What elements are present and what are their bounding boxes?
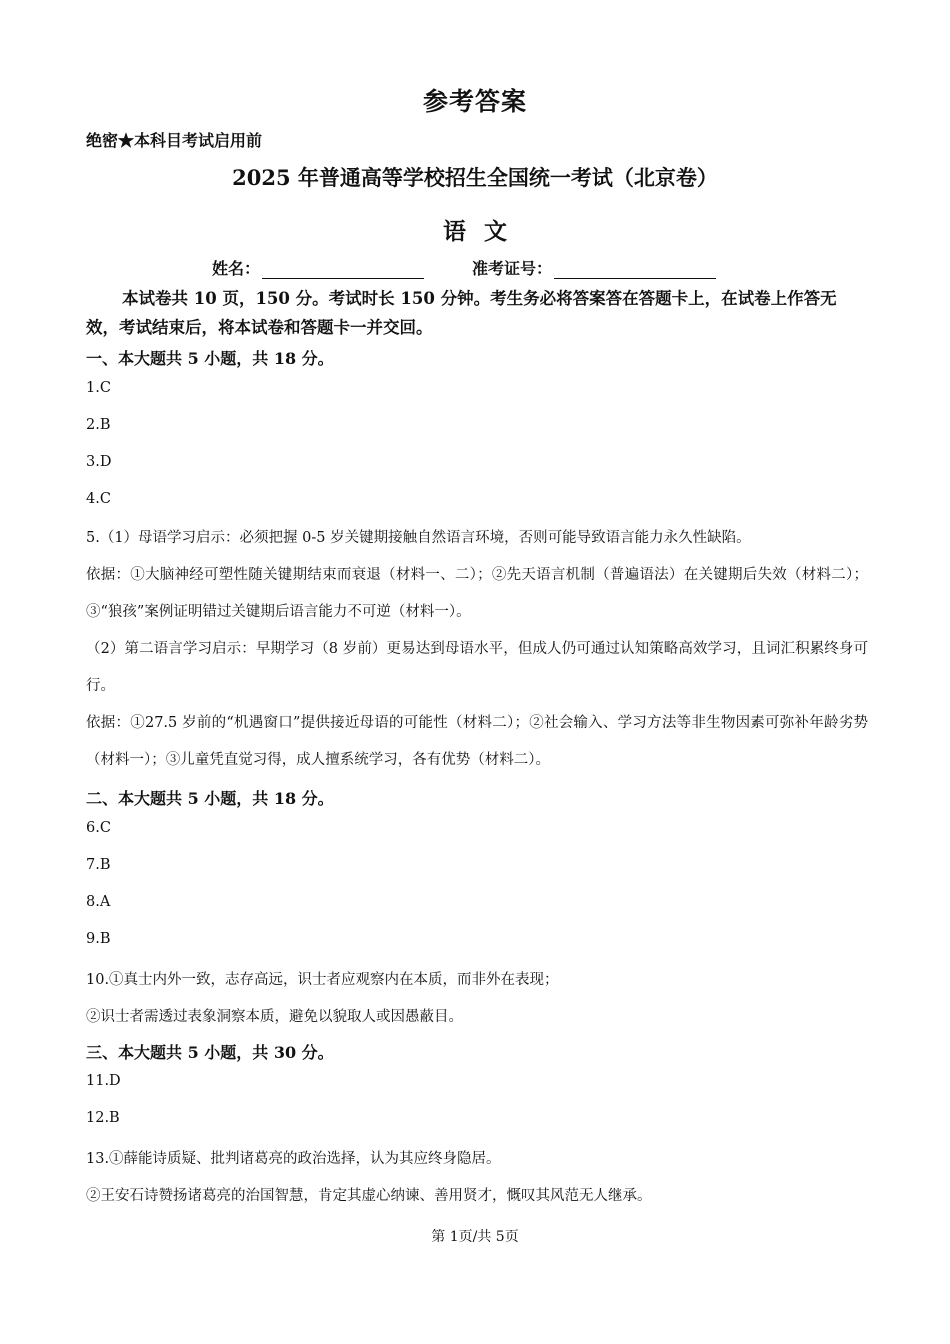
answer-4: 4.C [86,491,111,507]
answer-3: 3.D [86,454,112,470]
answer-6: 6.C [86,820,111,836]
answer-1: 1.C [86,380,111,396]
page-number: 第 1页/共 5页 [431,1229,519,1245]
answer-10-part-1: 10.①真士内外一致，志存高远，识士者应观察内在本质，而非外在表现； [86,972,559,988]
answer-2: 2.B [86,417,111,433]
section-2-heading: 二、本大题共 5 小题，共 18 分。 [86,789,334,808]
answer-9: 9.B [86,931,111,947]
confidential-notice: 绝密★本科目考试启用前 [86,131,263,150]
exam-instructions: 本试卷共 10 页，150 分。考试时长 150 分钟。考生务必将答案答在答题卡上，在试卷上作答无效，考试结束后，将本试卷和答题卡一并交回。 [86,289,837,337]
answer-5-part-2: （2）第二语言学习启示：早期学习（8 岁前）更易达到母语水平，但成人仍可通过认知策略高效学习，且词汇积累终身可行。 [86,641,868,694]
id-label: 准考证号： [472,259,553,278]
page-title: 参考答案 [422,87,527,116]
answer-12: 12.B [86,1110,120,1126]
answer-8: 8.A [86,894,111,910]
answer-10-part-2: ②识士者需透过表象洞察本质，避免以貌取人或因愚蔽目。 [86,1009,463,1025]
answer-13-part-1: 13.①薛能诗质疑、批判诸葛亮的政治选择，认为其应终身隐居。 [86,1151,501,1167]
section-1-heading: 一、本大题共 5 小题，共 18 分。 [86,349,334,368]
answer-5-part-1-basis: 依据：①大脑神经可塑性随关键期结束而衰退（材料一、二）；②先天语言机制（普遍语法）在关键期后失效（材料二）；③“狼孩”案例证明错过关键期后语言能力不可逆（材料一）。 [86,567,868,620]
answer-11: 11.D [86,1073,121,1089]
answer-5-part-1: 5.（1）母语学习启示：必须把握 0-5 岁关键期接触自然语言环境，否则可能导致语言能力永久性缺陷。 [86,530,751,546]
name-blank [262,260,424,279]
answer-13-part-2: ②王安石诗赞扬诸葛亮的治国智慧，肯定其虚心纳谏、善用贤才，慨叹其风范无人继承。 [86,1188,652,1204]
answer-5-part-2-basis: 依据：①27.5 岁前的“机遇窗口”提供接近母语的可能性（材料二）；②社会输入、学习方法等非生物因素可弥补年龄劣势（材料一）；③儿童凭直觉习得，成人擅系统学习，各有优势（材料二）。 [86,715,868,768]
id-blank [554,260,716,279]
exam-title: 2025 年普通高等学校招生全国统一考试（北京卷） [232,165,718,190]
section-3-heading: 三、本大题共 5 小题，共 30 分。 [86,1043,334,1062]
answer-7: 7.B [86,857,111,873]
candidate-fields [212,256,716,279]
name-label: 姓名： [212,259,261,278]
subject-title: 语文 [443,218,525,245]
